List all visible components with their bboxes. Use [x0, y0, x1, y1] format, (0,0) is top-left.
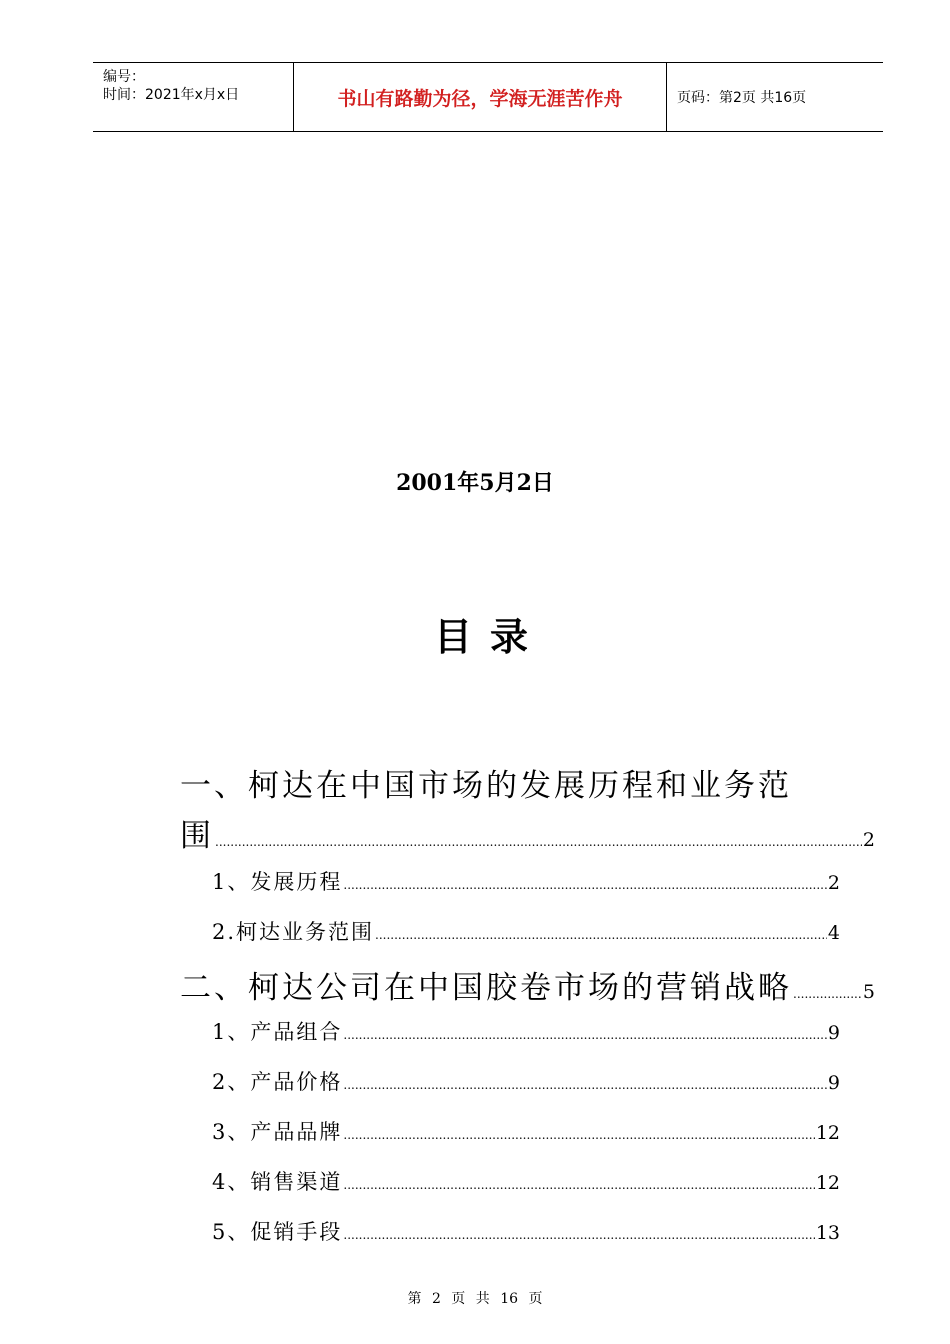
toc-entry-label: 1、产品组合: [212, 1020, 343, 1044]
toc-entry-1-2[interactable]: [212, 916, 840, 946]
toc-entry-label: 2、产品价格: [212, 1070, 343, 1094]
toc-leader-dots: [343, 1078, 827, 1092]
toc-entry-2-3[interactable]: [212, 1116, 840, 1146]
page-footer: 第 2 页 共 16 页: [407, 1291, 543, 1307]
toc-page-number: 13: [815, 1222, 840, 1244]
header-page-info: 页码：第2页 共16页: [677, 90, 807, 106]
toc-leader-dots: [375, 928, 827, 942]
header-motto: 书山有路勤为径，学海无涯苦作舟: [294, 63, 667, 131]
header-left-cell: [93, 63, 294, 131]
serial-label: 编号：: [103, 69, 145, 85]
toc-page-number: 9: [827, 1072, 840, 1094]
toc-leader-dots: [343, 1128, 814, 1142]
toc-page-number: 5: [862, 981, 875, 1003]
toc-page-number: 12: [815, 1122, 840, 1144]
toc-entry-label: 2.柯达业务范围: [212, 920, 375, 944]
toc-entry-2-2[interactable]: [212, 1066, 840, 1096]
toc-page-number: 4: [827, 922, 840, 944]
toc-entry-2-1[interactable]: [212, 1016, 840, 1046]
toc-entry-2-5[interactable]: [212, 1216, 840, 1246]
toc-leader-dots: [793, 987, 862, 1001]
toc-page-number: 2: [827, 872, 840, 894]
toc-entry-1-line1[interactable]: 一、柯达在中国市场的发展历程和业务范: [180, 768, 792, 804]
toc-title: 目录: [433, 614, 546, 659]
toc-entry-2-4[interactable]: [212, 1166, 840, 1196]
toc-entry-1-1[interactable]: [212, 866, 840, 896]
toc-entry-label: 二、柯达公司在中国胶卷市场的营销战略: [180, 970, 792, 1006]
time-label: 时间：2021年x月x日: [103, 87, 240, 103]
toc-leader-dots: [343, 1178, 814, 1192]
toc-entry-label: 5、促销手段: [212, 1220, 343, 1244]
toc-leader-dots: [343, 878, 827, 892]
toc-entry-label: 3、产品品牌: [212, 1120, 343, 1144]
toc-entry-2[interactable]: [180, 962, 875, 1007]
toc-leader-dots: [343, 1228, 814, 1242]
toc-entry-label: 围: [180, 818, 214, 854]
toc-entry-1[interactable]: [180, 810, 875, 855]
toc-page-number: 9: [827, 1022, 840, 1044]
toc-page-number: 12: [815, 1172, 840, 1194]
page-header: [93, 62, 883, 132]
toc-leader-dots: [215, 835, 862, 849]
document-date: 2001年5月2日: [396, 470, 554, 496]
toc-entry-label: 1、发展历程: [212, 870, 343, 894]
toc-page-number: 2: [862, 829, 875, 851]
toc-entry-label: 4、销售渠道: [212, 1170, 343, 1194]
toc-leader-dots: [343, 1028, 827, 1042]
